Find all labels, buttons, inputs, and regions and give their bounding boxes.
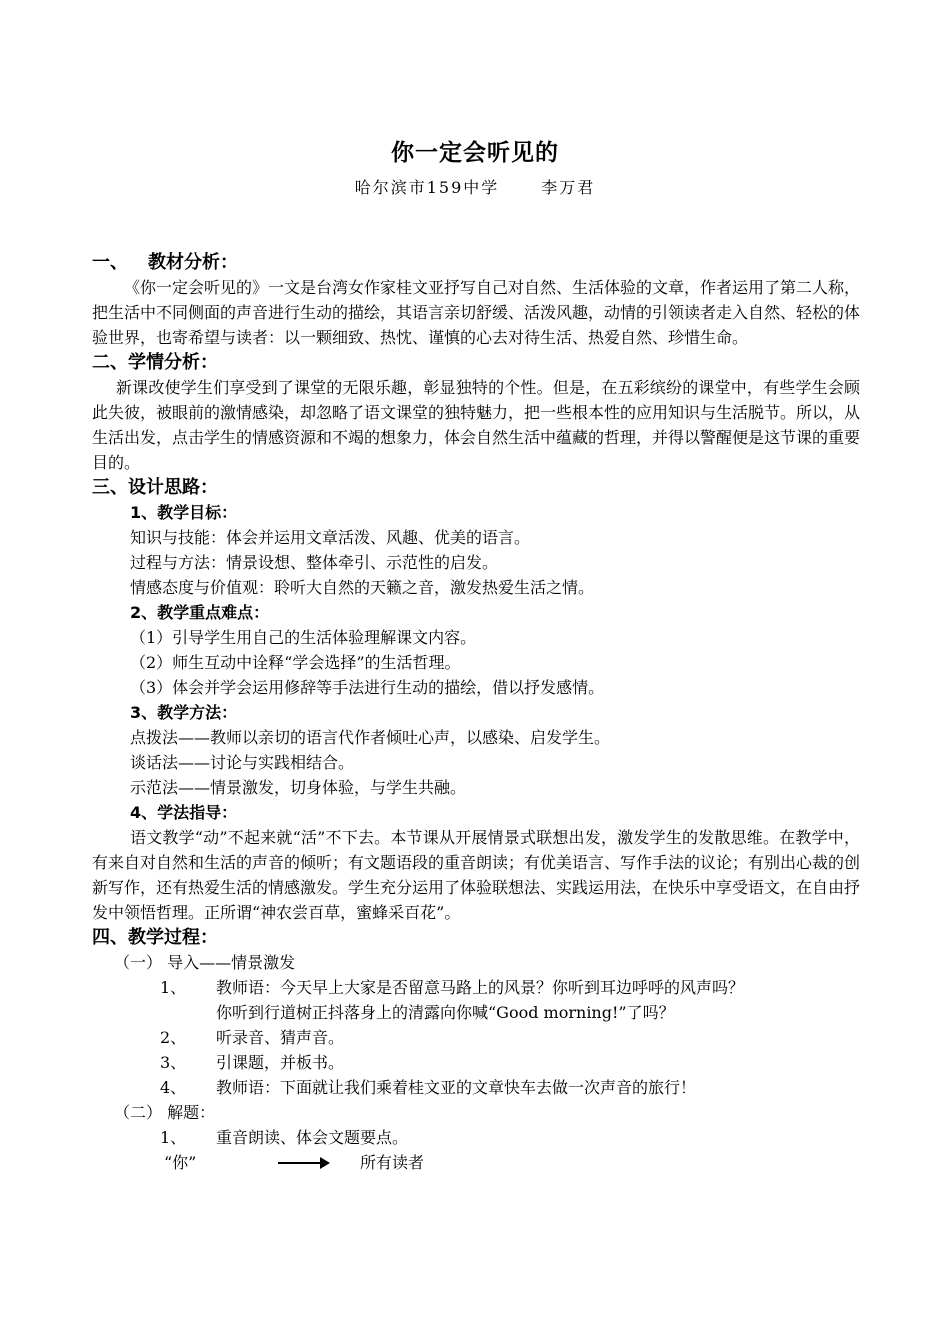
method-item: 示范法——情景激发，切身体验，与学生共融。 bbox=[130, 778, 467, 797]
goal-item: 过程与方法：情景设想、整体牵引、示范性的启发。 bbox=[130, 553, 499, 572]
process-step bbox=[92, 1075, 860, 1100]
right-arrow-icon bbox=[278, 1162, 328, 1164]
mapping-source: “你” bbox=[164, 1153, 197, 1172]
process-step bbox=[92, 1050, 860, 1075]
section-2-paragraph: 新课改使学生们享受到了课堂的无限乐趣，彰显独特的个性。但是，在五彩缤纷的课堂中，有些学生会顾此失彼，被眼前的激情感染，却忽略了语文课堂的独特魅力，把一些根本性的应用知识与生活脱节。所以，从生活出发，点击学生的情感资源和不竭的想象力，体会自然生活中蕴藏的哲理，并得以警醒便是这节课的重要目的。 bbox=[92, 378, 861, 472]
key-point-item: （1）引导学生用自己的生活体验理解课文内容。 bbox=[130, 628, 477, 647]
step-number: 4、 bbox=[160, 1078, 187, 1097]
section-heading-3: 三、设计思路： bbox=[92, 477, 218, 498]
subheading-methods: 3、教学方法： bbox=[130, 703, 238, 722]
mapping-row bbox=[92, 1150, 860, 1175]
step-text: 教师语：下面就让我们乘着桂文亚的文章快车去做一次声音的旅行！ bbox=[216, 1078, 697, 1097]
step-text: 听录音、猜声音。 bbox=[216, 1028, 345, 1047]
method-item: 点拨法——教师以亲切的语言代作者倾吐心声，以感染、启发学生。 bbox=[130, 728, 611, 747]
process-part-2: （二） 解题： bbox=[114, 1103, 216, 1122]
step-number: 2、 bbox=[160, 1028, 187, 1047]
study-guide-paragraph: 语文教学“动”不起来就“活”不下去。本节课从开展情景式联想出发，激发学生的发散思维。在教学中，有来自对自然和生活的声音的倾听；有文题语段的重音朗读；有优美语言、写作手法的议论；有别出心裁的创新写作，还有热爱生活的情感激发。学生充分运用了体验联想法、实践运用法，在快乐中享受语文，在自由抒发中领悟哲理。正所谓“神农尝百草，蜜蜂采百花”。 bbox=[92, 828, 861, 922]
section-title: 教材分析： bbox=[148, 252, 238, 273]
author-name: 李万君 bbox=[541, 178, 596, 197]
document-title: 你一定会听见的 bbox=[391, 140, 559, 166]
subheading-study-guide: 4、学法指导： bbox=[130, 803, 238, 822]
step-continuation: 你听到行道树正抖落身上的清露向你喊“Good morning!”了吗？ bbox=[216, 1003, 675, 1022]
process-step bbox=[92, 1125, 860, 1150]
process-step bbox=[92, 1025, 860, 1050]
key-point-item: （3）体会并学会运用修辞等手法进行生动的描绘，借以抒发感情。 bbox=[130, 678, 605, 697]
step-text: 重音朗读、体会文题要点。 bbox=[216, 1128, 409, 1147]
step-text: 教师语：今天早上大家是否留意马路上的风景？你听到耳边呼呼的风声吗？ bbox=[216, 978, 745, 997]
subheading-goals: 1、教学目标： bbox=[130, 503, 238, 522]
step-text: 引课题，并板书。 bbox=[216, 1053, 345, 1072]
section-number: 一、 bbox=[92, 252, 128, 273]
document-body bbox=[92, 250, 860, 1175]
goal-item: 情感态度与价值观：聆听大自然的天籁之音，激发热爱生活之情。 bbox=[130, 578, 595, 597]
section-heading-4: 四、教学过程： bbox=[92, 927, 218, 948]
step-number: 3、 bbox=[160, 1053, 187, 1072]
subheading-key-points: 2、教学重点难点： bbox=[130, 603, 270, 622]
step-number: 1、 bbox=[160, 1128, 187, 1147]
step-number: 1、 bbox=[160, 978, 187, 997]
key-point-item: （2）师生互动中诠释“学会选择”的生活哲理。 bbox=[130, 653, 461, 672]
method-item: 谈话法——讨论与实践相结合。 bbox=[130, 753, 355, 772]
section-heading-1 bbox=[92, 250, 860, 275]
mapping-target: 所有读者 bbox=[360, 1153, 425, 1172]
process-part-1: （一） 导入——情景激发 bbox=[114, 953, 296, 972]
byline bbox=[0, 175, 950, 198]
school-name: 哈尔滨市159中学 bbox=[354, 178, 500, 197]
section-heading-2: 二、学情分析： bbox=[92, 352, 218, 373]
section-1-paragraph: 《你一定会听见的》一文是台湾女作家桂文亚抒写自己对自然、生活体验的文章，作者运用了第二人称，把生活中不同侧面的声音进行生动的描绘，其语言亲切舒缓、活泼风趣，动情的引领读者走入自然、轻松的体验世界，也寄希望与读者：以一颗细致、热忱、谨慎的心去对待生活、热爱自然、珍惜生命。 bbox=[92, 278, 861, 347]
process-step bbox=[92, 975, 860, 1000]
goal-item: 知识与技能：体会并运用文章活泼、风趣、优美的语言。 bbox=[130, 528, 531, 547]
